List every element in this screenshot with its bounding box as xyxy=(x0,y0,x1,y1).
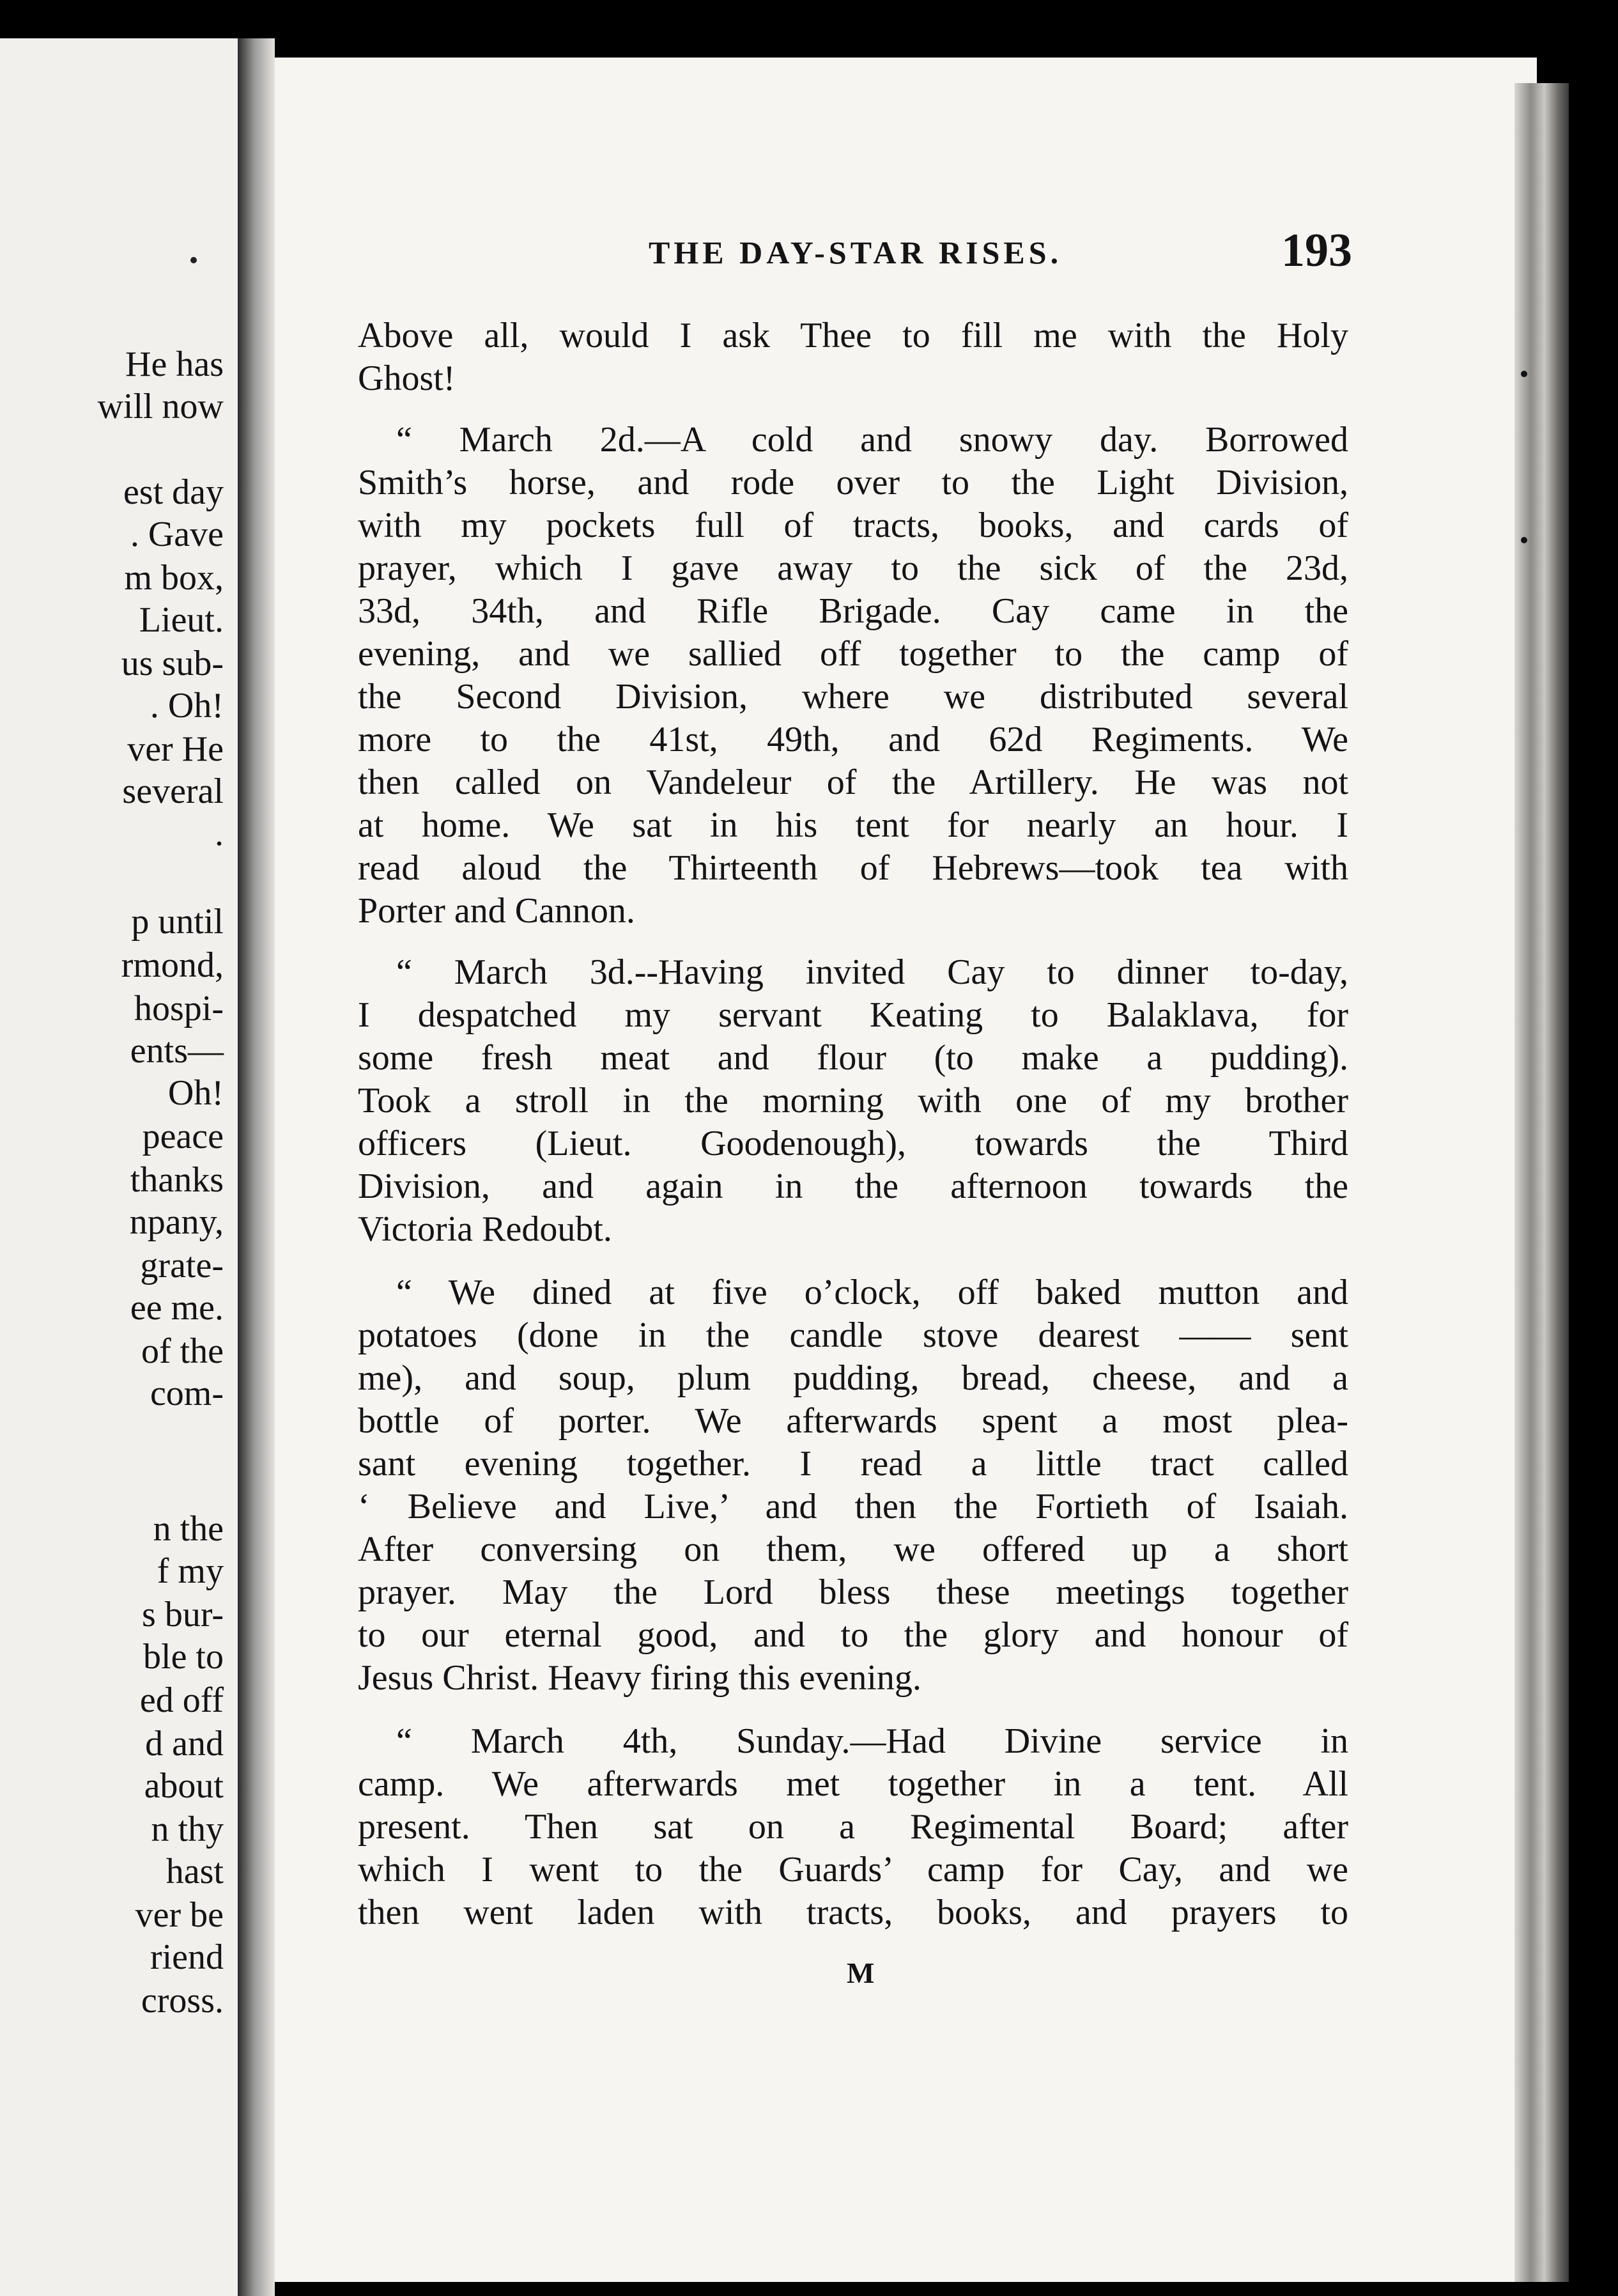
left-page-line: will now xyxy=(97,387,224,426)
text-line: Jesus Christ. Heavy firing this evening. xyxy=(358,1658,921,1698)
text-line: then called on Vandeleur of the Artillery. He was not xyxy=(358,763,1348,802)
left-page-line: Lieut. xyxy=(139,600,224,640)
ink-dot xyxy=(190,257,197,263)
previous-page-edge xyxy=(0,38,240,2296)
left-page-line: . Gave xyxy=(130,515,224,554)
left-page-line: d and xyxy=(145,1724,224,1764)
left-page-line: us sub- xyxy=(121,644,224,683)
text-line: I despatched my servant Keating to Balaklava, for xyxy=(358,995,1348,1035)
text-line: prayer, which I gave away to the sick of the 23d, xyxy=(358,548,1348,588)
left-page-line: . xyxy=(215,814,224,853)
left-page-line: n thy xyxy=(151,1810,224,1849)
text-line: “ March 4th, Sunday.—Had Divine service in xyxy=(396,1721,1348,1761)
left-page-line: npany, xyxy=(129,1202,224,1242)
text-line: Division, and again in the afternoon towards the xyxy=(358,1167,1348,1206)
page-number: 193 xyxy=(1281,224,1352,277)
signature-mark: M xyxy=(847,1957,875,1989)
text-line: Victoria Redoubt. xyxy=(358,1209,612,1249)
left-page-line: p until xyxy=(131,902,224,942)
left-page-line: rmond, xyxy=(121,945,224,985)
left-page-line: grate- xyxy=(140,1246,224,1285)
left-page-line: about xyxy=(144,1766,224,1806)
text-line: which I went to the Guards’ camp for Cay, and we xyxy=(358,1850,1348,1889)
left-page-line: . Oh! xyxy=(150,686,224,725)
text-line: bottle of porter. We afterwards spent a most plea- xyxy=(358,1401,1348,1441)
book-gutter xyxy=(238,38,275,2296)
text-line: “ We dined at five o’clock, off baked mutton and xyxy=(396,1273,1348,1312)
text-line: “ March 2d.—A cold and snowy day. Borrowed xyxy=(396,420,1348,460)
left-page-line: He has xyxy=(125,345,224,384)
text-line: evening, and we sallied off together to the camp of xyxy=(358,634,1348,674)
text-line: camp. We afterwards met together in a tent. All xyxy=(358,1764,1348,1804)
text-line: sant evening together. I read a little tract called xyxy=(358,1444,1348,1484)
text-line: ‘ Believe and Live,’ and then the Fortieth of Isaiah. xyxy=(358,1487,1348,1526)
left-page-line: ver be xyxy=(135,1895,224,1935)
left-page-line: riend xyxy=(150,1937,224,1977)
left-page-line: s bur- xyxy=(142,1595,224,1634)
left-page-line: peace xyxy=(142,1117,224,1156)
left-page-line: hospi- xyxy=(134,989,224,1028)
left-page-line: ble to xyxy=(143,1637,224,1677)
text-line: 33d, 34th, and Rifle Brigade. Cay came in the xyxy=(358,591,1348,631)
left-page-line: hast xyxy=(166,1852,224,1891)
left-page-line: f my xyxy=(157,1551,224,1591)
text-line: potatoes (done in the candle stove dearest —— sent xyxy=(358,1315,1348,1355)
text-line: present. Then sat on a Regimental Board; after xyxy=(358,1807,1348,1847)
text-line: Above all, would I ask Thee to fill me with the Holy xyxy=(358,316,1348,355)
text-line: to our eternal good, and to the glory and honour of xyxy=(358,1615,1348,1655)
left-page-line: ed off xyxy=(139,1680,224,1720)
text-line: Took a stroll in the morning with one of my brother xyxy=(358,1081,1348,1121)
text-line: read aloud the Thirteenth of Hebrews—took tea with xyxy=(358,848,1348,888)
text-line: at home. We sat in his tent for nearly an hour. I xyxy=(358,805,1348,845)
text-line: more to the 41st, 49th, and 62d Regiments. We xyxy=(358,720,1348,759)
left-page-line: n the xyxy=(153,1509,224,1549)
left-page-line: cross. xyxy=(141,1981,224,2021)
text-line: Smith’s horse, and rode over to the Light Division, xyxy=(358,463,1348,502)
left-page-line: est day xyxy=(123,472,224,512)
text-line: some fresh meat and flour (to make a pudding). xyxy=(358,1038,1348,1078)
left-page-line: ents— xyxy=(130,1031,224,1071)
text-line: then went laden with tracts, books, and prayers to xyxy=(358,1893,1348,1932)
text-line: “ March 3d.--Having invited Cay to dinner to-day, xyxy=(396,952,1348,992)
page-fore-edge xyxy=(1514,83,1569,2282)
text-line: with my pockets full of tracts, books, and cards of xyxy=(358,506,1348,545)
text-line: prayer. May the Lord bless these meetings together xyxy=(358,1572,1348,1612)
running-head: THE DAY-STAR RISES. xyxy=(649,235,1063,270)
left-page-line: several xyxy=(122,772,224,811)
left-page-line: Oh! xyxy=(167,1073,224,1113)
text-line: Ghost! xyxy=(358,359,456,398)
text-line: Porter and Cannon. xyxy=(358,891,635,931)
left-page-line: m box, xyxy=(124,558,224,598)
left-page-line: of the xyxy=(141,1331,224,1371)
left-page-line: ver He xyxy=(127,729,224,769)
left-page-line: thanks xyxy=(130,1160,224,1200)
text-line: officers (Lieut. Goodenough), towards the Third xyxy=(358,1124,1348,1163)
text-line: After conversing on them, we offered up a short xyxy=(358,1530,1348,1569)
text-line: me), and soup, plum pudding, bread, cheese, and a xyxy=(358,1358,1348,1398)
text-line: the Second Division, where we distributed several xyxy=(358,677,1348,717)
left-page-line: com- xyxy=(150,1374,224,1413)
edge-mark xyxy=(1521,371,1527,377)
edge-mark xyxy=(1521,537,1527,543)
left-page-line: ee me. xyxy=(130,1288,224,1328)
